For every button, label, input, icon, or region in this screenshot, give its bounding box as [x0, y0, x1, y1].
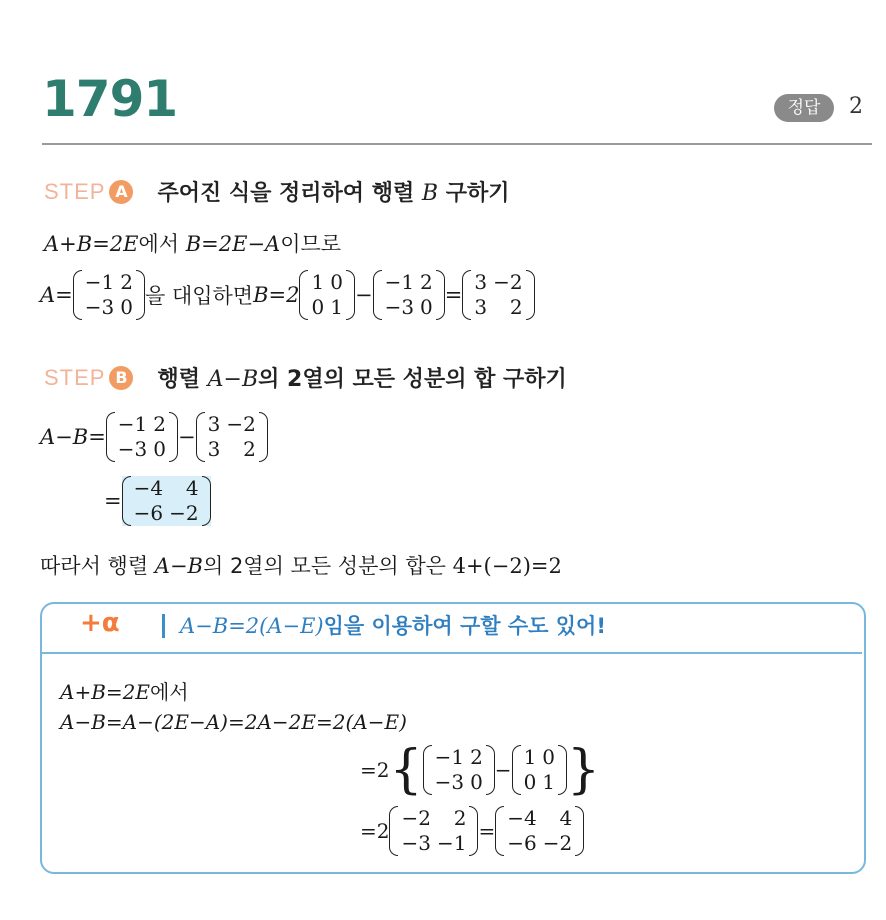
step-a-circle: A [109, 180, 133, 204]
step-b-circle: B [109, 366, 133, 390]
step-a-title: 주어진 식을 정리하여 행렬 B 구하기 [157, 181, 510, 206]
problem-number: 1791 [42, 70, 178, 128]
header-divider [42, 143, 872, 145]
tip-matrix-e: 1 0 0 1 [512, 745, 567, 795]
tip-line1: A+B=2E에서 [60, 680, 189, 704]
tip-box-divider [40, 652, 862, 654]
matrix-b: 3 −2 3 2 [462, 270, 534, 320]
step-b-line1: A−B= −1 2 −3 0 − 3 −2 3 2 [40, 412, 268, 462]
tip-separator [162, 614, 165, 638]
matrix-a-stepb: −1 2 −3 0 [106, 412, 178, 462]
answer-value: 2 [849, 94, 863, 119]
step-b-line2: = −4 4 −6 −2 [104, 476, 211, 526]
step-a-line2: A= −1 2 −3 0 을 대입하면 B=2 1 0 0 1 − −1 2 −3 0 = 3 −2 3 2 [40, 270, 535, 320]
answer-badge: 정답 [774, 94, 834, 122]
left-brace: { [389, 740, 423, 800]
tip-title: A−B=2(A−E)임을 이용하여 구할 수도 있어! [180, 614, 606, 638]
step-a-label: STEP [44, 178, 106, 204]
matrix-a-repeat: −1 2 −3 0 [373, 270, 445, 320]
tip-line4: =2 −2 2 −3 −1 = −4 4 −6 −2 [360, 806, 584, 856]
tip-matrix-mid: −2 2 −3 −1 [389, 806, 478, 856]
tip-matrix-final: −4 4 −6 −2 [495, 806, 584, 856]
matrix-b-stepb: 3 −2 3 2 [196, 412, 268, 462]
step-a-header [44, 176, 509, 207]
matrix-a: −1 2 −3 0 [73, 270, 145, 320]
step-a-line1: A+B=2E에서 B=2E−A이므로 [44, 232, 342, 256]
tip-line2: A−B=A−(2E−A)=2A−2E=2(A−E) [60, 710, 407, 734]
right-brace: } [567, 740, 601, 800]
step-b-label: STEP [44, 364, 106, 390]
plus-alpha-icon: +α [80, 608, 120, 638]
step-b-title: 행렬 A−B의 2열의 모든 성분의 합 구하기 [157, 367, 567, 392]
tip-matrix-a: −1 2 −3 0 [423, 745, 495, 795]
matrix-result: −4 4 −6 −2 [122, 476, 211, 526]
tip-line3: =2 { −1 2 −3 0 − 1 0 0 1 } [360, 740, 601, 800]
step-b-header [44, 362, 567, 393]
step-b-conclusion: 따라서 행렬 A−B의 2열의 모든 성분의 합은 4+(−2)=2 [40, 554, 562, 578]
matrix-e: 1 0 0 1 [299, 270, 354, 320]
